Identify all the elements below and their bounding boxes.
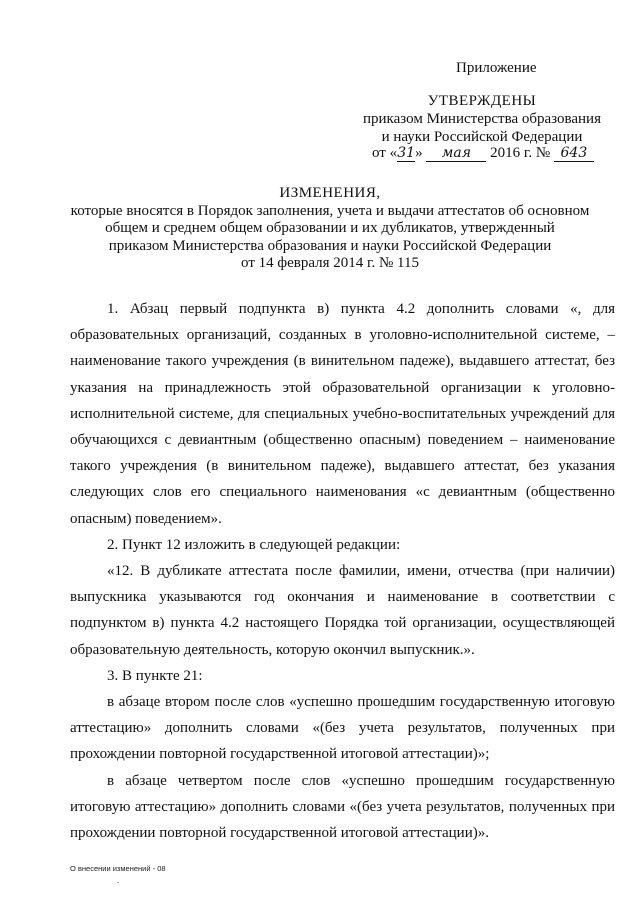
heading-line-2: общем и среднем общем образовании и их дубликатов, утвержденный [105,220,555,236]
heading-line-3: приказом Министерства образования и науки Российской Федерации [108,237,552,254]
heading-title: ИЗМЕНЕНИЯ, [279,185,381,201]
order-date-line [372,145,594,162]
document-heading [40,185,620,273]
order-year: 2016 г. № [486,145,554,161]
order-mid: » [415,145,427,161]
paragraph-3: «12. В дубликате аттестата после фамилии, имени, отчества (при наличии) выпускника указываются год окончания и наименование в соответствии с подпунктом в) пункта 4.2 настоящего Порядка той организации, осуществляющей образовательную деятельность, которую окончил выпускник.». [70,563,615,658]
paragraph-1: 1. Абзац первый подпункта в) пункта 4.2 дополнить словами «, для образовательных организаций, созданных в уголовно-исполнительной системе, – наименование такого учреждения (в винительном падеже), выдавшего аттестат, без указания на принадлежность этой образовательной организации к уголовно-исполнительной системе, для специальных учебно-воспитательных учреждений для обучающихся с девиантным (общественно опасным) поведением – наименование такого учреждения (в винительном падеже), выдавшего аттестат, без указания следующих слов его специального наименования «с девиантным (общественно опасным) поведением». [70,301,615,527]
order-month-handwritten: мая [426,146,486,162]
order-number-handwritten: 643 [554,146,594,162]
approval-line-2: и науки Российской Федерации [381,129,583,145]
approval-line-1: приказом Министерства образования [363,111,601,127]
document-body [70,296,615,846]
paragraph-6: в абзаце четвертом после слов «успешно прошедшим государственную итоговую аттестацию» дополнить словами «(без учета результатов, полученных при прохождении повторной государственной итоговой аттестации)». [70,772,615,842]
approval-title: УТВЕРЖДЕНЫ [427,93,537,109]
paragraph-5: в абзаце втором после слов «успешно прошедшим государственную итоговую аттестацию» дополнить словами «(без учета результатов, полученных при прохождении повторной государственной итоговой аттестации)»; [70,694,615,763]
footer-mark: - [117,880,120,887]
footer-filename: О внесении изменений - 08 [70,864,166,873]
heading-line-1: которые вносятся в Порядок заполнения, учета и выдачи аттестатов об основном [70,202,590,219]
order-day-handwritten: 31 [397,145,416,161]
appendix-label: Приложение [456,60,537,76]
approval-block [362,92,602,146]
paragraph-4: 3. В пункте 21: [107,667,203,684]
paragraph-2: 2. Пункт 12 изложить в следующей редакции: [107,536,401,553]
heading-line-4: от 14 февраля 2014 г. № 115 [241,255,419,271]
order-prefix: от « [372,145,398,161]
